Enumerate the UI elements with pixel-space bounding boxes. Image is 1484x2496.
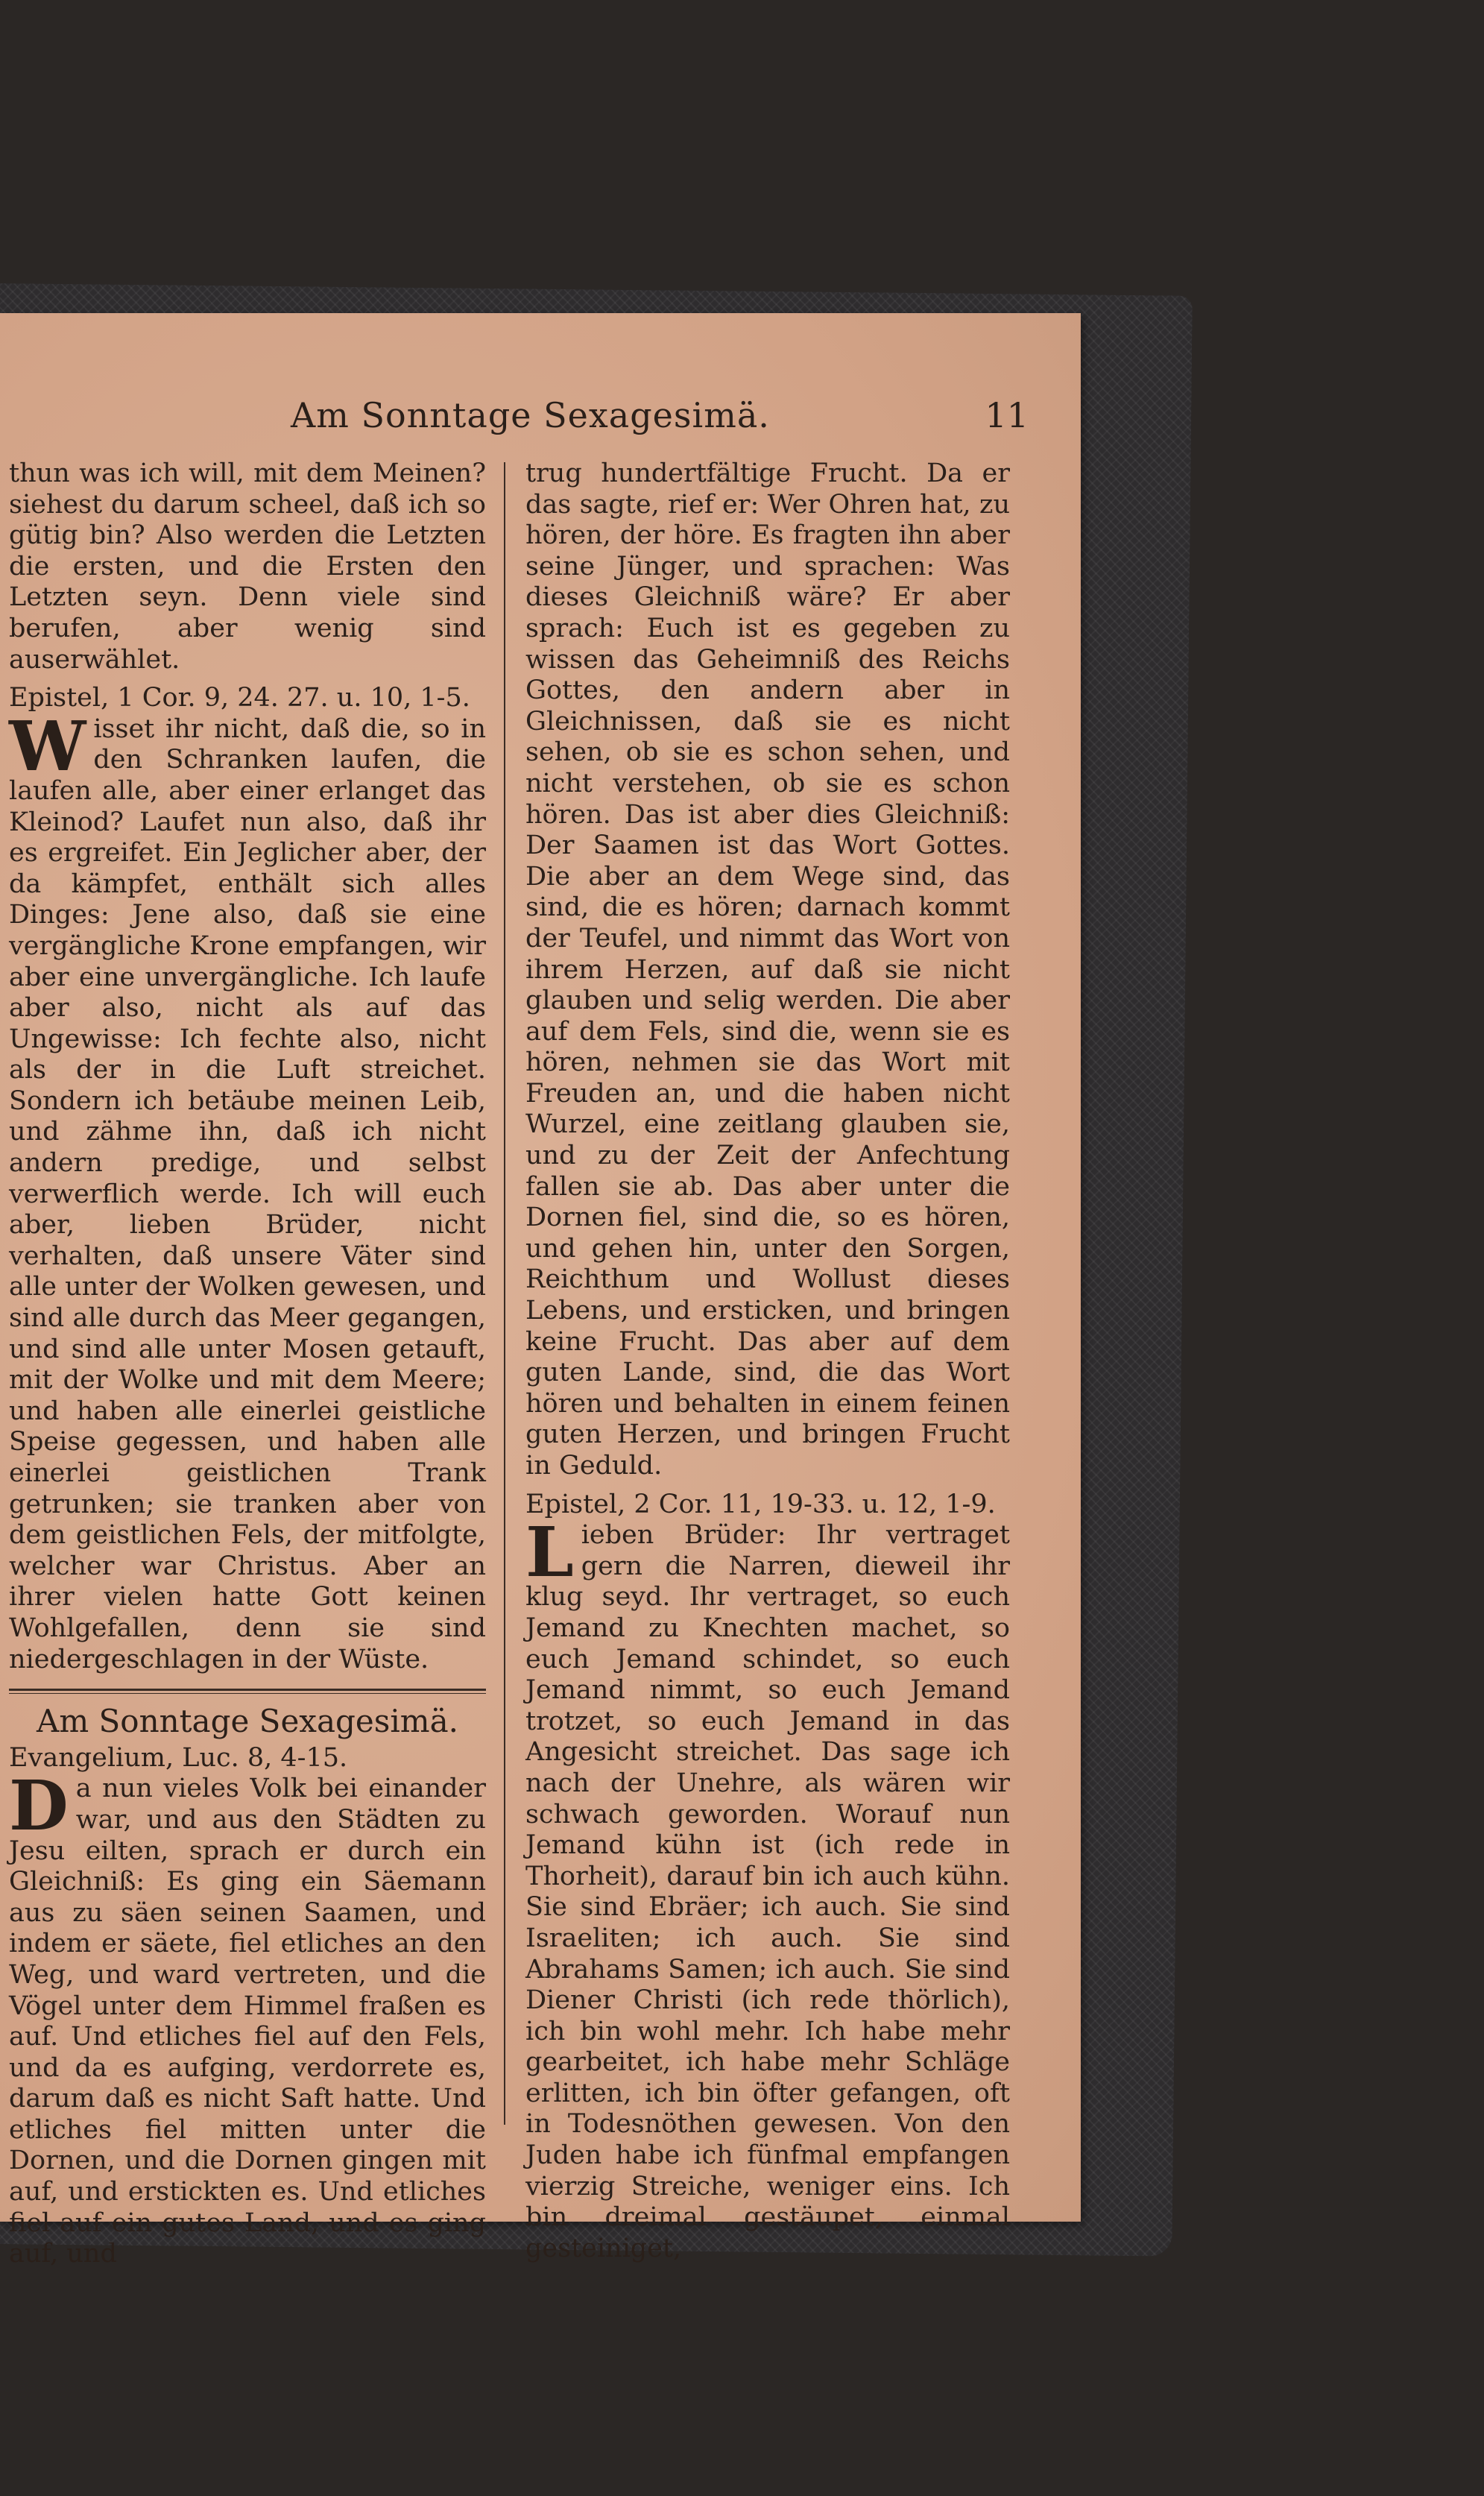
gospel-continuation-text: thun was ich will, mit dem Meinen? siehest du darum scheel, daß ich so gütig bin? Also werden die Letzten die ersten, und die Ersten den Letzten seyn. Denn viele sind berufen, aber wenig sind auserwählet. <box>9 458 486 675</box>
epistle-heading: Epistel, 1 Cor. 9, 24. 27. u. 10, 1-5. <box>9 683 470 713</box>
drop-cap: W <box>9 705 86 787</box>
gospel-paragraph <box>9 1765 486 2270</box>
section-title: Am Sonntage Sexagesimä. <box>37 1703 458 1740</box>
gospel-continuation-text: trug hundertfältige Frucht. Da er das sagte, rief er: Wer Ohren hat, zu hören, der höre. Es fragten ihn aber seine Jünger, und sprachen: Was dieses Gleichniß wäre? Er aber sprach: Euch ist es gegeben zu wissen das Geheimniß des Reichs Gottes, den andern aber in Gleichnissen, daß sie es nicht sehen, ob sie es schon sehen, und nicht verstehen, ob sie es schon hören. Das ist aber dies Gleichniß: Der Saamen ist das Wort Gottes. Die aber an dem Wege sind, das sind, die es hören; darnach kommt der Teufel, und nimmt das Wort von ihrem Herzen, auf daß sie nicht glauben und selig werden. Die aber auf dem Fels, sind die, wenn sie es hören, nehmen sie das Wort mit Freuden an, und die haben nicht Wurzel, eine zeitlang glauben sie, und zu der Zeit der Anfechtung fallen sie ab. Das aber unter die Dornen fiel, sind die, so es hören, und gehen hin, unter den Sorgen, Reichthum und Wollust dieses Lebens, und ersticken, und bringen keine Frucht. Das aber auf dem guten Lande, sind, die das Wort hören und behalten in einem feinen guten Herzen, und bringen Frucht in Geduld. <box>525 458 1010 1481</box>
gospel-heading: Evangelium, Luc. 8, 4-15. <box>9 1742 348 1773</box>
epistle-text: ieben Brüder: Ihr vertraget gern die Narren, dieweil ihr klug seyd. Ihr vertraget, so euch Jemand zu Knechten machet, so euch Jemand schindet, so euch Jemand nimmt, so euch Jemand trotzet, so euch Jemand in das Angesicht streichet. Das sage ich nach der Unehre, als wären wir schwach geworden. Worauf nun Jemand kühn ist (ich rede in Thorheit), darauf bin ich auch kühn. Sie sind Ebräer; ich auch. Sie sind Israeliten; ich auch. Sie sind Abrahams Samen; ich auch. Sie sind Diener Christi (ich rede thörlich), ich bin wohl mehr. Ich habe mehr gearbeitet, ich habe mehr Schläge erlitten, ich bin öfter gefangen, oft in Todesnöthen gewesen. Von den Juden habe ich fünfmal empfangen vierzig Streiche, weniger eins. Ich bin dreimal gestäupet, einmal gesteiniget, <box>525 1520 1010 2263</box>
running-title: Am Sonntage Sexagesimä. <box>291 395 770 435</box>
drop-cap: D <box>9 1765 69 1847</box>
left-column <box>9 458 486 2270</box>
gospel-text: a nun vieles Volk bei einander war, und aus den Städten zu Jesu eilten, sprach er durch ein Gleichniß: Es ging ein Säemann aus zu säen seinen Saamen, und indem er säete, fiel etliches an den Weg, und ward vertreten, und die Vögel unter dem Himmel fraßen es auf. Und etliches fiel auf den Fels, und da es aufging, verdorrete es, darum daß es nicht Saft hatte. Und etliches fiel mitten unter die Dornen, und die Dornen gingen mit auf, und erstickten es. Und etliches fiel auf ein gutes Land, und es ging auf, und <box>9 1774 486 2269</box>
right-column <box>525 458 1010 2264</box>
drop-cap: L <box>525 1512 574 1593</box>
epistle-text: isset ihr nicht, daß die, so in den Schranken laufen, die laufen alle, aber einer erlanget das Kleinod? Laufet nun also, daß ihr es ergreifet. Ein Jeglicher aber, der da kämpfet, enthält sich alles Dinges: Jene also, daß sie eine vergängliche Krone empfangen, wir aber eine unvergängliche. Ich laufe aber also, nicht als auf das Ungewisse: Ich fechte also, nicht als der in die Luft streichet. Sondern ich betäube meinen Leib, und zähme ihn, daß ich nicht andern predige, und selbst verwerflich werde. Ich will euch aber, lieben Brüder, nicht verhalten, daß unsere Väter sind alle unter der Wolken gewesen, und sind alle durch das Meer gegangen, und sind alle unter Mosen getauft, mit der Wolke und mit dem Meere; und haben alle einerlei geistliche Speise gegessen, und haben alle einerlei geistlichen Trank getrunken; sie tranken aber von dem geistlichen Fels, der mitfolgte, welcher war Christus. Aber an ihrer vielen hatte Gott keinen Wohlgefallen, denn sie sind niedergeschlagen in der Wüste. <box>9 713 486 1674</box>
epistle-paragraph <box>525 1512 1010 2264</box>
epistle-paragraph <box>9 705 486 1675</box>
epistle-heading: Epistel, 2 Cor. 11, 19-33. u. 12, 1-9. <box>525 1489 996 1519</box>
column-divider <box>504 462 505 2125</box>
book-page <box>0 313 1081 2269</box>
section-rule <box>9 1689 486 1694</box>
page-number: 11 <box>985 395 1029 435</box>
running-header <box>0 395 1029 447</box>
